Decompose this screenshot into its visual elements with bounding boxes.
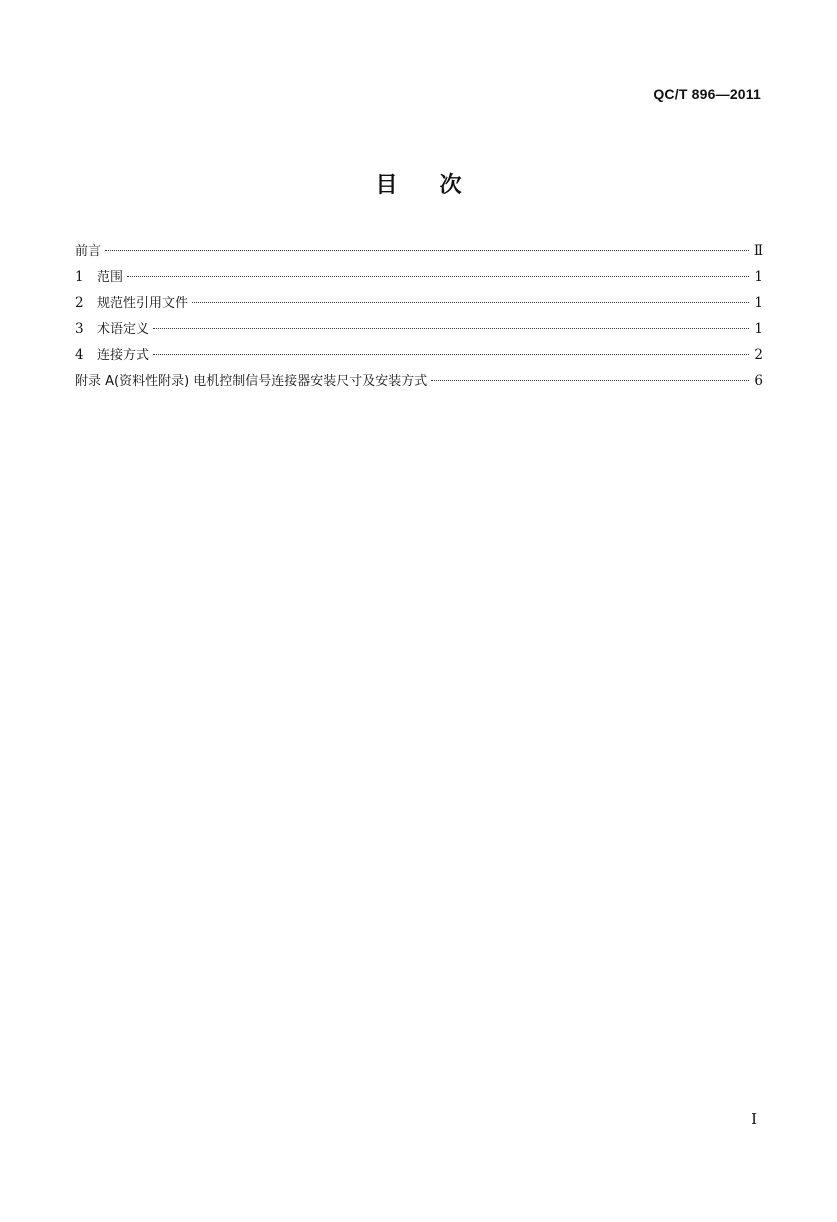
toc-entry-number: 4 (75, 347, 84, 363)
toc-dot-leader (153, 328, 749, 329)
toc-entry-number: 3 (75, 321, 84, 337)
toc-entry-label: 前言 (75, 244, 102, 259)
toc-entry-label: 范围 (97, 270, 124, 285)
standard-code: QC/T 896—2011 (653, 86, 761, 102)
toc-entry-number: 2 (75, 295, 84, 311)
toc-entry-label: 连接方式 (97, 348, 150, 363)
toc-entry-label: 术语定义 (97, 322, 150, 337)
toc-entry-label: 附录 A(资料性附录) 电机控制信号连接器安装尺寸及安装方式 (75, 374, 428, 389)
toc-entry-page: 1 (754, 295, 763, 311)
toc-entry-label: 规范性引用文件 (97, 296, 189, 311)
toc-dot-leader (153, 354, 749, 355)
toc-entry-page: 2 (754, 347, 763, 363)
toc-dot-leader (192, 302, 749, 303)
page-number: I (751, 1110, 757, 1128)
page-title-char-1: 目 (375, 173, 398, 198)
toc-entry-number: 1 (75, 269, 84, 285)
toc-entry-appendix-a[interactable] (75, 368, 763, 394)
toc-dot-leader (105, 250, 749, 251)
toc-entry-normative-references[interactable] (75, 290, 763, 316)
page-title (0, 168, 837, 199)
toc-entry-terms-definitions[interactable] (75, 316, 763, 342)
toc-entry-connection-methods[interactable] (75, 342, 763, 368)
table-of-contents (75, 238, 763, 394)
toc-entry-page: 6 (754, 373, 763, 389)
toc-dot-leader (431, 380, 749, 381)
toc-entry-page: 1 (754, 321, 763, 337)
toc-entry-page: 1 (754, 269, 763, 285)
page-title-char-2: 次 (439, 173, 462, 198)
toc-entry-page: Ⅱ (753, 243, 763, 259)
toc-entry-scope[interactable] (75, 264, 763, 290)
toc-entry-foreword[interactable] (75, 238, 763, 264)
toc-dot-leader (127, 276, 749, 277)
